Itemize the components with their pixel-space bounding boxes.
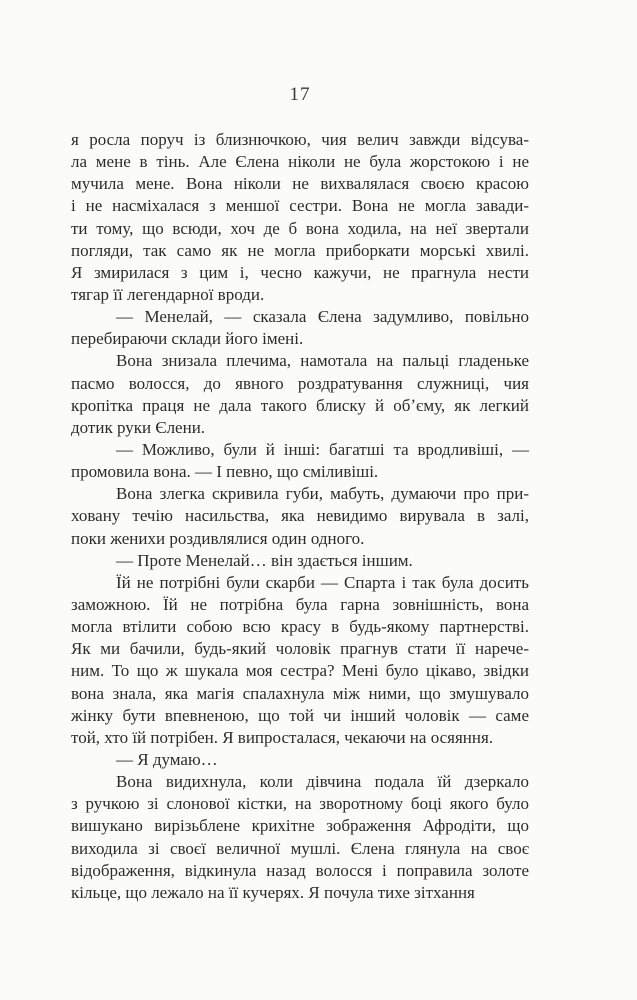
- text-line: мучила мене. Вона ніколи не вихвалялася своєю красою: [71, 174, 529, 194]
- text-line: жінку бути впевненою, що той чи інший чоловік — саме: [71, 705, 529, 725]
- text-line: вишукано вирізьблене крихітне зображення Афродіти, що: [71, 816, 529, 836]
- text-line: — Проте Менелай… він здається іншим.: [116, 550, 413, 570]
- text-line: — Можливо, були й інші: багатші та вродливіші, —: [116, 439, 529, 459]
- text-line: кільце, що лежало на її кучерях. Я почула тихе зітхання: [71, 882, 475, 902]
- text-line: ним. То що ж шукала моя сестра? Мені було цікаво, звідки: [71, 661, 529, 681]
- text-line: з ручкою зі слонової кістки, на зворотному боці якого було: [71, 794, 529, 814]
- text-line: промовила вона. — І певно, що сміливіші.: [71, 462, 379, 482]
- text-line: вона знала, яка магія спалахнула між ними, що змушувало: [71, 683, 529, 703]
- text-line: відображення, відкинула назад волосся і поправила золоте: [71, 860, 529, 880]
- text-line: дотик руки Єлени.: [71, 417, 206, 437]
- text-line: Вона злегка скривила губи, мабуть, думаючи про при-: [116, 484, 529, 504]
- text-line: я росла поруч із близнючкою, чия велич завжди відсува-: [71, 130, 529, 149]
- text-line: погляди, так само як не могла приборкати морські хвилі.: [71, 240, 529, 260]
- text-line: Їй не потрібні були скарби — Спарта і так була досить: [116, 572, 529, 592]
- text-line: ла мене в тінь. Але Єлена ніколи не була жорстокою і не: [71, 152, 529, 172]
- text-line: могла втілити собою всю красу в будь-якому партнерстві.: [71, 617, 529, 637]
- text-line: виходила зі своєї величної мушлі. Єлена глянула на своє: [71, 838, 529, 858]
- text-line: Я змирилася з цим і, чесно кажучи, не прагнула нести: [71, 262, 529, 282]
- text-line: — Я думаю…: [116, 749, 218, 769]
- text-line: Як ми бачили, будь-який чоловік прагнув стати її нарече-: [71, 639, 529, 659]
- text-line: тягар її легендарної вроди.: [71, 284, 265, 304]
- text-line: — Менелай, — сказала Єлена задумливо, повільно: [116, 307, 529, 327]
- text-line: Вона видихнула, коли дівчина подала їй дзеркало: [116, 772, 529, 792]
- text-line: кропітка праця не дала такого блиску й обʼєму, як легкий: [71, 395, 529, 415]
- page-text: [71, 129, 529, 904]
- text-line: ховану течію насильства, яка невидимо вирувала в залі,: [71, 506, 529, 526]
- text-line: перебираючи склади його імені.: [71, 329, 304, 349]
- page-number: 17: [289, 84, 311, 105]
- text-line: і не насміхалася з меншої сестри. Вона не могла завади-: [71, 196, 529, 216]
- text-line: заможною. Їй не потрібна була гарна зовнішність, вона: [71, 594, 529, 614]
- text-line: ти тому, що всюди, хоч де б вона ходила, на неї звертали: [71, 218, 529, 238]
- text-line: пасмо волосся, до явного роздратування служниці, чия: [71, 373, 529, 393]
- text-line: поки женихи роздивлялися один одного.: [71, 528, 365, 548]
- text-line: Вона знизала плечима, намотала на пальці гладеньке: [116, 351, 529, 371]
- text-line: той, хто їй потрібен. Я випросталася, чекаючи на осяяння.: [71, 727, 494, 747]
